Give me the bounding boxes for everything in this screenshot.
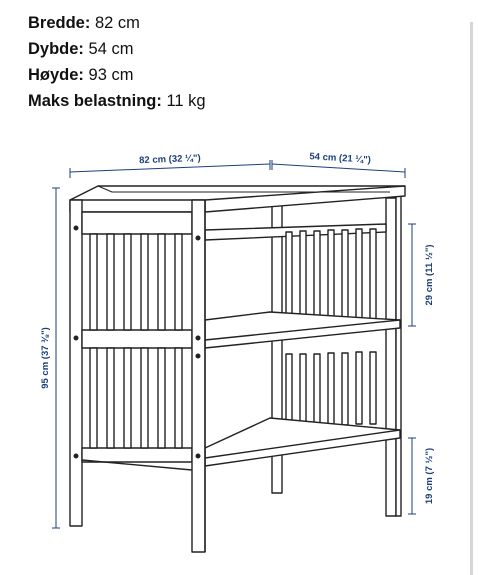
- spec-value: 82 cm: [94, 14, 140, 32]
- changing-table-drawing: [70, 186, 405, 552]
- spec-label: Dybde:: [28, 40, 84, 58]
- spec-label: Høyde:: [28, 66, 84, 84]
- spec-value: 11 kg: [166, 92, 206, 110]
- width-dimension-label: 82 cm (32 ¼"): [138, 152, 201, 167]
- depth-dimension-label: 54 cm (21 ¼"): [309, 151, 372, 166]
- spec-value: 54 cm: [88, 40, 134, 58]
- shelf-gap-dimension-label: 29 cm (11 ½"): [424, 244, 435, 306]
- height-dimension-label: 95 cm (37 ⅜"): [40, 327, 51, 389]
- spec-label: Maks belastning:: [28, 92, 162, 110]
- spec-label: Bredde:: [28, 14, 91, 32]
- bottom-clearance-dimension-label: 19 cm (7 ½"): [424, 447, 435, 505]
- spec-value: 93 cm: [88, 66, 134, 84]
